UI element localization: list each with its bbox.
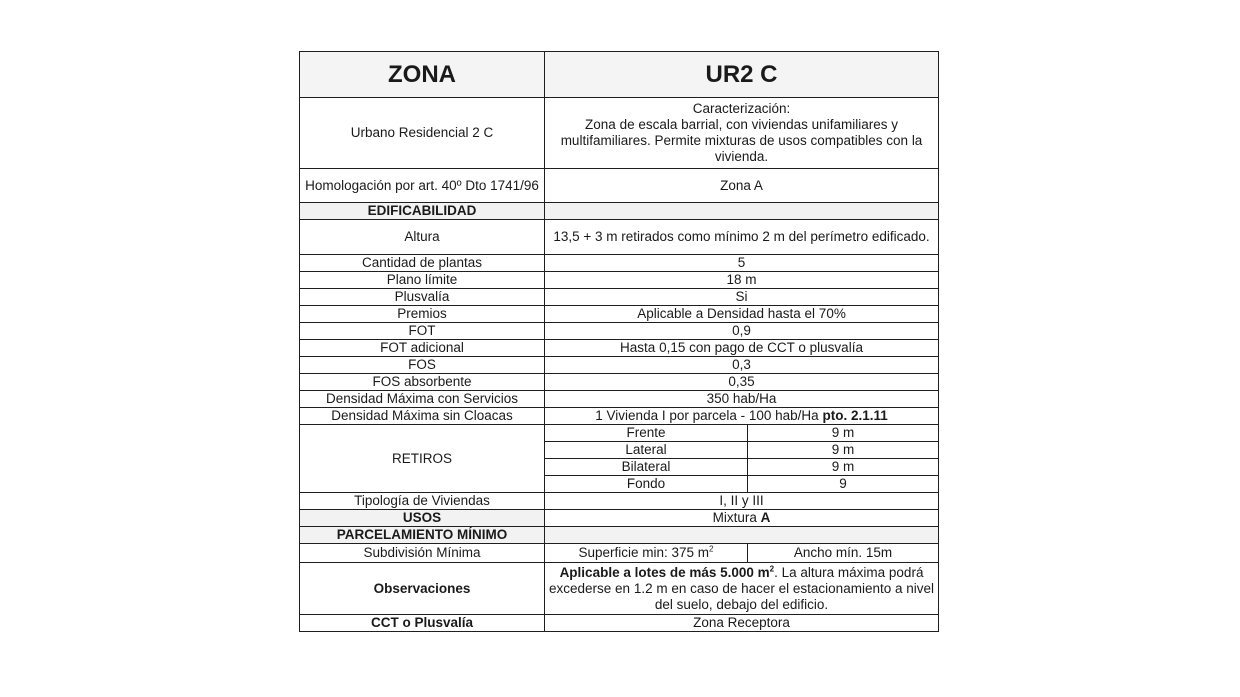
param-row	[300, 391, 939, 408]
retiro-label: Lateral	[545, 442, 748, 459]
param-label: Plano límite	[300, 272, 545, 289]
observaciones-row	[300, 563, 939, 615]
tipologia-row	[300, 493, 939, 510]
subdivision-surface: Superficie min: 375 $m^2$	[545, 544, 748, 563]
density-no-sewer-label: Densidad Máxima sin Cloacas	[300, 408, 545, 425]
param-label: Plusvalía	[300, 289, 545, 306]
param-row	[300, 289, 939, 306]
header-zone-code: UR2 C	[545, 52, 939, 98]
retiro-value: 9	[748, 476, 939, 493]
header-row	[300, 52, 939, 98]
parcelamiento-title: PARCELAMIENTO MÍNIMO	[300, 527, 545, 544]
param-label: FOT adicional	[300, 340, 545, 357]
subdivision-label: Subdivisión Mínima	[300, 544, 545, 563]
retiro-value: 9 m	[748, 442, 939, 459]
zoning-sheet	[299, 51, 938, 632]
retiro-label: Bilateral	[545, 459, 748, 476]
characterization-text: Zona de escala barrial, con viviendas unifamiliares y multifamiliares. Permite mixturas de usos compatibles con la vivienda.	[560, 117, 923, 164]
param-label: Densidad Máxima con Servicios	[300, 391, 545, 408]
characterization-row	[300, 98, 939, 169]
param-value: 18 m	[545, 272, 939, 289]
param-label: Premios	[300, 306, 545, 323]
subdivision-width: Ancho mín. 15m	[748, 544, 939, 563]
param-value: Hasta 0,15 con pago de CCT o plusvalía	[545, 340, 939, 357]
retiros-label: RETIROS	[300, 425, 545, 493]
homologation-row	[300, 169, 939, 203]
parcelamiento-section-row	[300, 527, 939, 544]
param-value: 350 hab/Ha	[545, 391, 939, 408]
param-row	[300, 220, 939, 255]
usos-row	[300, 510, 939, 527]
param-label: FOS	[300, 357, 545, 374]
edificabilidad-section-row	[300, 203, 939, 220]
cct-value: Zona Receptora	[545, 615, 939, 632]
param-row	[300, 357, 939, 374]
param-label: Altura	[300, 220, 545, 255]
characterization-title: Caracterización:	[692, 101, 791, 116]
param-value: Aplicable a Densidad hasta el 70%	[545, 306, 939, 323]
param-value: 0,35	[545, 374, 939, 391]
param-row	[300, 323, 939, 340]
retiro-value: 9 m	[748, 459, 939, 476]
zoning-table	[299, 51, 939, 632]
usos-value: Mixtura A	[545, 510, 939, 527]
edificabilidad-title: EDIFICABILIDAD	[300, 203, 545, 220]
param-value: Si	[545, 289, 939, 306]
param-label: FOS absorbente	[300, 374, 545, 391]
param-label: FOT	[300, 323, 545, 340]
retiro-label: Fondo	[545, 476, 748, 493]
retiro-value: 9 m	[748, 425, 939, 442]
param-label: Cantidad de plantas	[300, 255, 545, 272]
usos-label: USOS	[300, 510, 545, 527]
header-zona: ZONA	[300, 52, 545, 98]
tipologia-label: Tipología de Viviendas	[300, 493, 545, 510]
cct-label: CCT o Plusvalía	[300, 615, 545, 632]
param-row	[300, 306, 939, 323]
param-row	[300, 272, 939, 289]
tipologia-value: I, II y III	[545, 493, 939, 510]
param-value: 0,3	[545, 357, 939, 374]
cct-row	[300, 615, 939, 632]
param-value: 13,5 + 3 m retirados como mínimo 2 m del perímetro edificado.	[545, 220, 939, 255]
retiros-row	[300, 425, 939, 442]
param-value: 0,9	[545, 323, 939, 340]
homologation-label: Homologación por art. 40º Dto 1741/96	[300, 169, 545, 203]
param-row	[300, 255, 939, 272]
param-value: 5	[545, 255, 939, 272]
param-row	[300, 340, 939, 357]
density-no-sewer-row	[300, 408, 939, 425]
density-no-sewer-value: 1 Vivienda I por parcela - 100 hab/Ha pto. 2.1.11	[545, 408, 939, 425]
observaciones-label: Observaciones	[300, 563, 545, 615]
characterization-cell	[545, 98, 939, 169]
param-row	[300, 374, 939, 391]
zone-name: Urbano Residencial 2 C	[300, 98, 545, 169]
homologation-value: Zona A	[545, 169, 939, 203]
retiro-label: Frente	[545, 425, 748, 442]
subdivision-row	[300, 544, 939, 563]
observaciones-value: Aplicable a lotes de más 5.000 $m^2$. La altura máxima podrá excederse en 1.2 m en caso de hacer el estacionamiento a nivel del suelo, debajo del edificio.	[545, 563, 939, 615]
